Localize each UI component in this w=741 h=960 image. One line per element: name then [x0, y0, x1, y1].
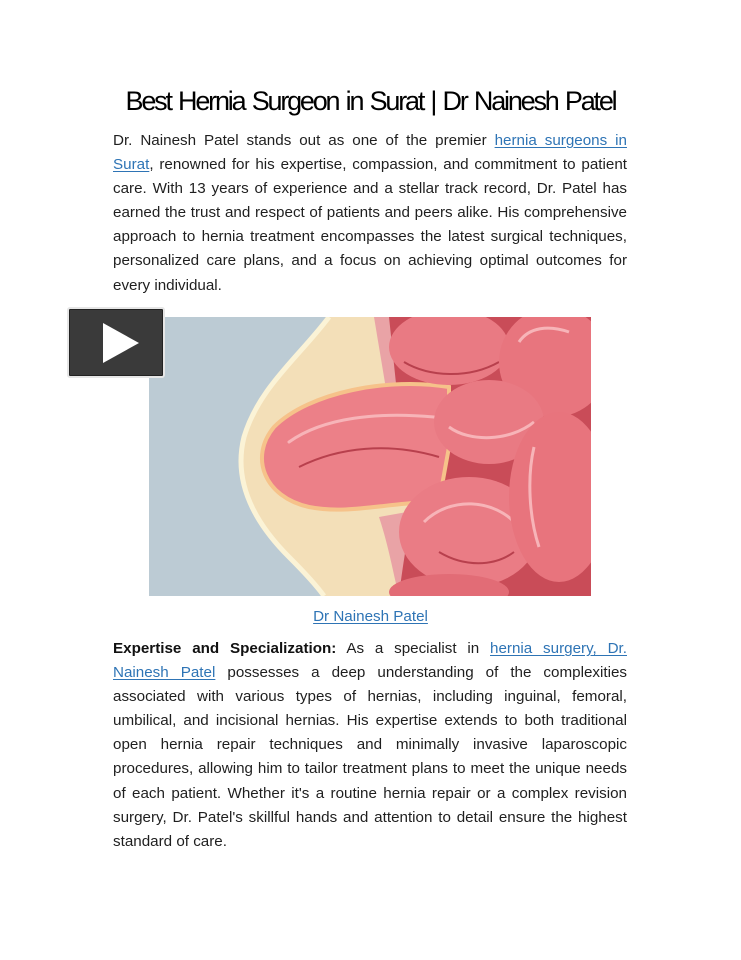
- intro-paragraph: [113, 129, 627, 298]
- dr-nainesh-patel-link[interactable]: Dr Nainesh Patel: [313, 608, 428, 625]
- page-title: Best Hernia Surgeon in Surat | Dr Nainesh Patel: [125, 86, 616, 116]
- expertise-paragraph: [113, 637, 627, 854]
- section-text-start: As a specialist in: [336, 640, 491, 657]
- hernia-illustration-graphic: [149, 317, 591, 596]
- play-button[interactable]: [67, 307, 165, 378]
- section-heading: Expertise and Specialization:: [113, 640, 337, 657]
- image-caption: [0, 606, 741, 628]
- section-text-end: possesses a deep understanding of the complexities associated with various types of hernias, including inguinal, femoral, umbilical, and incisional hernias. His expertise extends to both traditional open hernia repair techniques and minimally invasive laparoscopic procedures, allowing him to tailor treatment plans to meet the unique needs of each patient. Whether it's a routine hernia repair or a complex revision surgery, Dr. Patel's skillful hands and attention to detail ensure the highest standard of care.: [113, 664, 627, 850]
- hernia-illustration: [149, 317, 591, 596]
- hernia-surgery-link[interactable]: hernia surgery, Dr. Nainesh Patel: [113, 640, 627, 682]
- play-icon: [103, 323, 139, 363]
- intro-text-end: , renowned for his expertise, compassion, and commitment to patient care. With 13 years of experience and a stellar track record, Dr. Patel has earned the trust and respect of patients and peers alike. His comprehensive approach to hernia treatment encompasses the latest surgical techniques, personalized care plans, and a focus on achieving optimal outcomes for every individual.: [113, 156, 627, 294]
- intro-text-start: Dr. Nainesh Patel stands out as one of the premier: [113, 132, 495, 149]
- hernia-surgeons-link[interactable]: hernia surgeons in Surat: [113, 132, 627, 174]
